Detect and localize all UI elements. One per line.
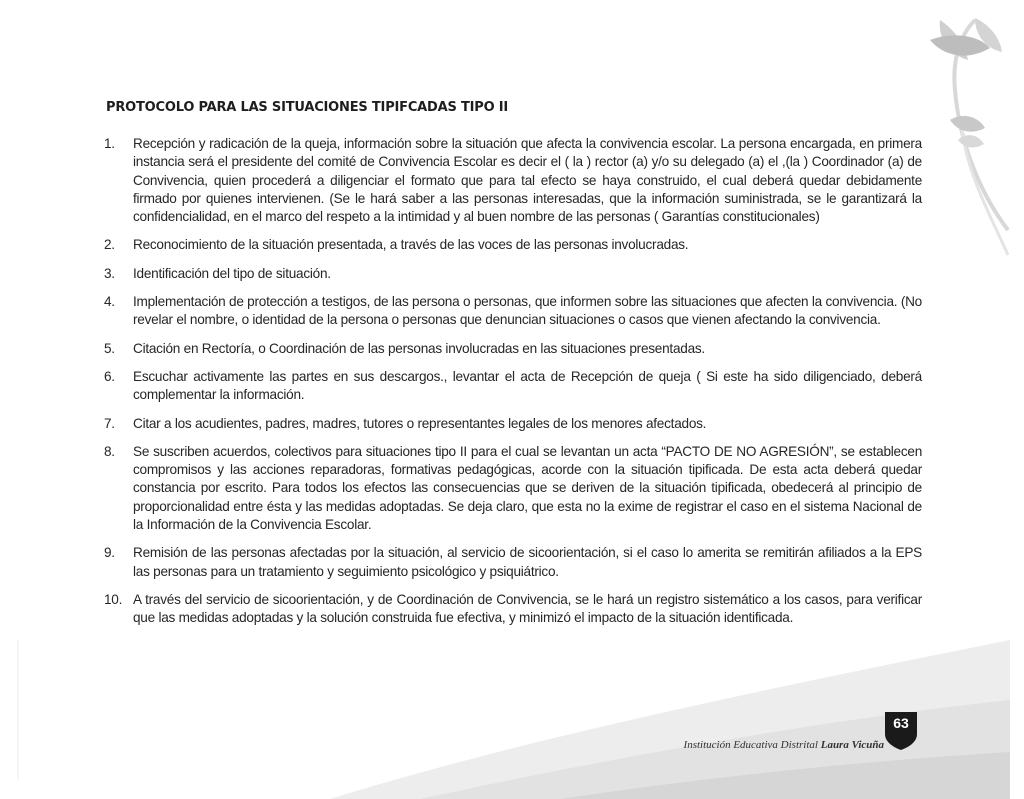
step-text: Implementación de protección a testigos, de las persona o personas, que informen sobre las situaciones que afecten la convivencia. (No revelar el nombre, o identidad de la persona o personas que denuncian situaciones o casos que vienen afectando la convivencia. bbox=[133, 294, 922, 328]
step-number: 7. bbox=[104, 415, 115, 431]
protocol-steps-list bbox=[104, 135, 922, 638]
step-number: 3. bbox=[104, 265, 115, 281]
list-item bbox=[104, 544, 922, 581]
step-number: 5. bbox=[104, 340, 115, 356]
list-item bbox=[104, 415, 922, 433]
step-number: 1. bbox=[104, 136, 115, 151]
step-text: Identificación del tipo de situación. bbox=[133, 265, 331, 281]
list-item bbox=[104, 443, 922, 534]
list-item bbox=[104, 340, 922, 358]
step-text: Recepción y radicación de la queja, información sobre la situación que afecta la convivencia escolar. La persona encargada, en primera instancia será el presidente del comité de Convivencia Escolar es decir el ( la ) rector (a) y/o su delegado (a) el ,(la ) Coordinador (a) de Convivencia, quien procederá a diligenciar el formato que para tal efecto se haya construido, el cual deberá quedar debidamente firmado por quienes intervienen. (Se le hará saber a las personas interesadas, que la información suministrada, se le garantizará la confidencialidad, en el marco del respeto a la intimidad y al buen nombre de las personas ( Garantías constitucionales) bbox=[133, 136, 922, 225]
list-item bbox=[104, 135, 922, 226]
page-title: PROTOCOLO PARA LAS SITUACIONES TIPIFCADAS TIPO II bbox=[106, 100, 509, 115]
floral-ornament-icon bbox=[930, 18, 1008, 255]
step-number: 4. bbox=[104, 294, 115, 310]
step-number: 10. bbox=[104, 591, 123, 607]
list-item bbox=[104, 591, 922, 628]
step-text: Reconocimiento de la situación presentada, a través de las voces de las personas involucradas. bbox=[133, 237, 689, 253]
step-text: Citación en Rectoría, o Coordinación de las personas involucradas en las situaciones presentadas. bbox=[133, 340, 705, 356]
page-number: 63 bbox=[893, 715, 909, 731]
list-item bbox=[104, 236, 922, 254]
step-text: Escuchar activamente las partes en sus descargos., levantar el acta de Recepción de queja ( Si este ha sido diligenciado, deberá complementar la información. bbox=[133, 368, 922, 403]
list-item bbox=[104, 368, 922, 405]
step-text: Citar a los acudientes, padres, madres, tutores o representantes legales de los menores afectados. bbox=[133, 415, 707, 431]
step-text: Se suscriben acuerdos, colectivos para situaciones tipo II para el cual se levantan un acta “PACTO DE NO AGRESIÓN”, se establecen compromisos y las acciones reparadoras, formativas pedagógicas, acorde con la situación tipificada. De esta acta deberá quedar constancia por escrito. Para todos los efectos las consecuencias que se deriven de la situación tipificada, obedecerá al principio de proporcionalidad entre ésta y las medidas adoptadas. Se deja claro, que esta no la exime de registrar el caso en el sistema Nacional de la Información de la Convivencia Escolar. bbox=[133, 443, 922, 533]
step-number: 8. bbox=[104, 443, 115, 459]
institution-footer bbox=[684, 739, 884, 751]
step-number: 9. bbox=[104, 545, 115, 561]
institution-label: Institución Educativa Distrital bbox=[683, 739, 818, 751]
step-number: 2. bbox=[104, 237, 115, 253]
step-text: Remisión de las personas afectadas por la situación, al servicio de sicoorientación, si el caso lo amerita se remitirán afiliados a la EPS las personas para un tratamiento y seguimiento psicológico y psiquiátrico. bbox=[133, 545, 922, 579]
step-number: 6. bbox=[104, 368, 115, 384]
step-text: A través del servicio de sicoorientación, y de Coordinación de Convivencia, se le hará un registro sistemático a los casos, para verificar que las medidas adoptadas y la solución construida fue efectiva, y minimizó el impacto de la situación identificada. bbox=[133, 591, 922, 626]
list-item bbox=[104, 265, 922, 283]
list-item bbox=[104, 293, 922, 330]
institution-name: Laura Vicuña bbox=[820, 739, 884, 751]
